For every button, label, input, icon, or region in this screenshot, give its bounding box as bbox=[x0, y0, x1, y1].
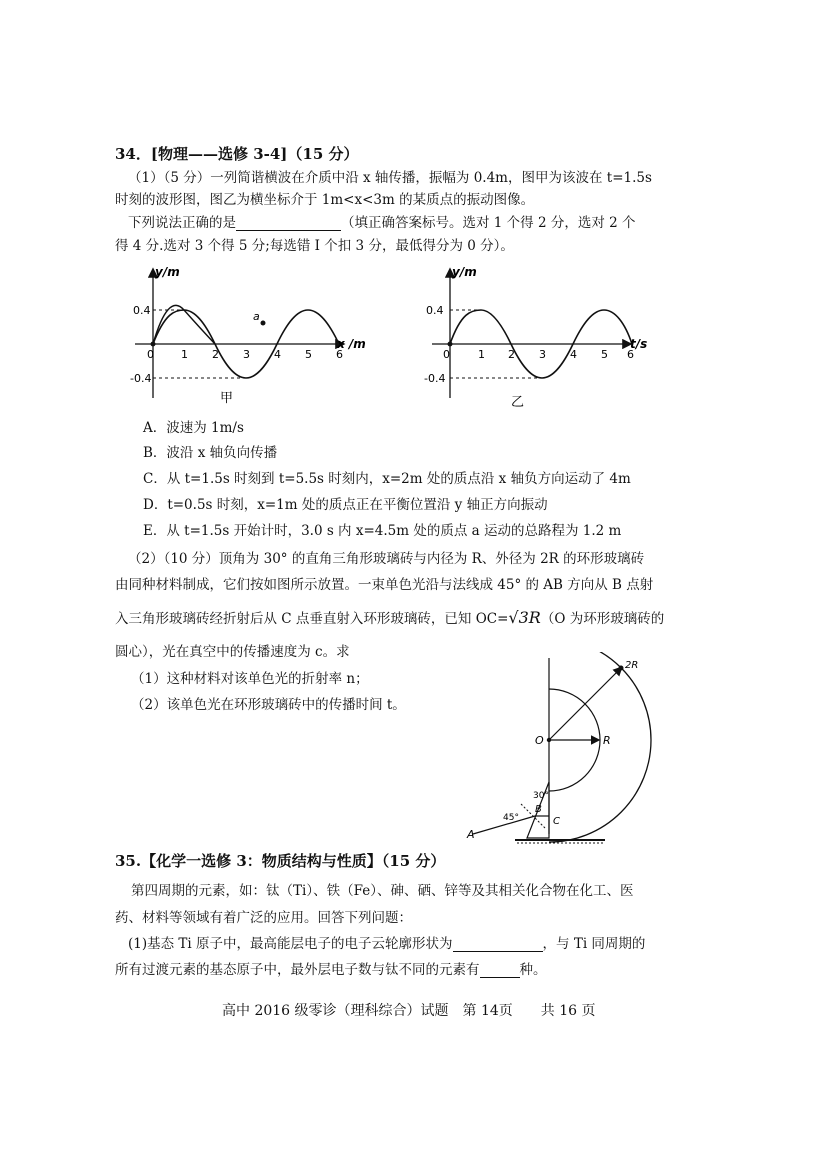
x-tick: 2 bbox=[212, 348, 219, 361]
label-30deg: 30° bbox=[533, 791, 549, 801]
y-axis-label: y/m bbox=[452, 265, 477, 279]
q34-part2-line4: 圆心），光在真空中的传播速度为 c。求 bbox=[115, 644, 350, 660]
sub-question-2: （2）该单色光在环形玻璃砖中的传播时间 t。 bbox=[131, 697, 406, 713]
q35-sub1-line2-after: 种。 bbox=[519, 962, 547, 978]
q34-scoring-line2: 得 4 分.选对 3 个得 5 分;每选错 I 个扣 3 分，最低得分为 0 分）。 bbox=[115, 238, 514, 254]
q35-heading: 35.【化学一选修 3：物质结构与性质】（15 分） bbox=[115, 852, 446, 870]
label-2R: 2R bbox=[625, 660, 639, 671]
sqrt3R-formula: √3R bbox=[508, 608, 541, 627]
t-tick: 1 bbox=[478, 348, 485, 361]
q34-part2-line3-a: 入三角形玻璃砖经折射后从 C 点垂直射入环形玻璃砖，已知 OC= bbox=[115, 611, 509, 627]
point-a bbox=[261, 321, 266, 326]
label-45deg: 45° bbox=[503, 813, 519, 823]
x-tick: 4 bbox=[274, 348, 281, 361]
q34-scoring-text: （填正确答案标号。选对 1 个得 2 分，选对 2 个 bbox=[341, 215, 636, 231]
sub-question-1: （1）这种材料对该单色光的折射率 n； bbox=[131, 671, 369, 687]
q34-answer-blank[interactable] bbox=[236, 216, 341, 231]
x-tick: 1 bbox=[181, 348, 188, 361]
origin-label: 0 bbox=[443, 348, 450, 361]
q34-part1-line2: 时刻的波形图，图乙为横坐标介于 1m<x<3m 的某质点的振动图像。 bbox=[115, 192, 535, 208]
q34-prompt-text: 下列说法正确的是 bbox=[128, 215, 236, 231]
graph-caption: 乙 bbox=[511, 395, 525, 410]
q35-sub1-line1 bbox=[128, 932, 645, 952]
option-e: E．从 t=1.5s 开始计时，3.0 s 内 x=4.5m 处的质点 a 运动的总路程为 1.2 m bbox=[143, 523, 622, 539]
t-tick: 3 bbox=[539, 348, 546, 361]
t-tick: 5 bbox=[601, 348, 608, 361]
y-tick-neg: -0.4 bbox=[130, 372, 152, 385]
t-tick: 4 bbox=[570, 348, 577, 361]
label-A: A bbox=[467, 828, 475, 841]
y-tick-pos: 0.4 bbox=[133, 304, 151, 317]
q35-intro-line1: 第四周期的元素，如：钛（Ti）、铁（Fe）、砷、硒、锌等及其相关化合物在化工、医 bbox=[131, 883, 634, 899]
x-tick: 6 bbox=[336, 348, 343, 361]
option-d: D．t=0.5s 时刻，x=1m 处的质点正在平衡位置沿 y 轴正方向振动 bbox=[143, 497, 548, 513]
wave-graph-jia bbox=[125, 258, 375, 408]
q34-answer-prompt bbox=[128, 211, 636, 231]
label-B: B bbox=[535, 804, 542, 815]
q34-heading: 34．[物理——选修 3-4]（15 分） bbox=[115, 145, 359, 163]
t-axis-label: t/s bbox=[630, 337, 648, 351]
q35-blank-1[interactable] bbox=[453, 937, 543, 952]
optics-diagram bbox=[465, 652, 665, 852]
vibration-graph-yi bbox=[418, 258, 663, 413]
t-tick: 2 bbox=[508, 348, 515, 361]
q34-part2-line3-b: （O 为环形玻璃砖的 bbox=[540, 611, 665, 627]
q35-intro-line2: 药、材料等领域有着广泛的应用。回答下列问题： bbox=[115, 910, 412, 926]
t-tick: 6 bbox=[627, 348, 634, 361]
label-R: R bbox=[603, 734, 611, 747]
x-tick: 5 bbox=[305, 348, 312, 361]
origin-label: 0 bbox=[147, 348, 154, 361]
option-a: A．波速为 1m/s bbox=[143, 420, 244, 436]
y-axis-label: y/m bbox=[155, 265, 180, 279]
x-axis-label: x /m bbox=[337, 337, 366, 351]
q34-part2-line1: （2）（10 分）顶角为 30° 的直角三角形玻璃砖与内径为 R、外径为 2R 的环形玻璃砖 bbox=[128, 551, 645, 567]
label-C: C bbox=[553, 816, 560, 827]
y-tick-pos: 0.4 bbox=[426, 304, 444, 317]
x-tick: 3 bbox=[243, 348, 250, 361]
q34-part2-line2: 由同种材料制成，它们按如图所示放置。一束单色光沿与法线成 45° 的 AB 方向从 B 点射 bbox=[115, 577, 654, 593]
point-a-label: a bbox=[253, 310, 260, 323]
q35-sub1-text-after: ，与 Ti 同周期的 bbox=[542, 936, 646, 952]
label-O: O bbox=[535, 734, 544, 747]
page-footer: 高中 2016 级零诊（理科综合）试题 第 14页 共 16 页 bbox=[222, 1003, 596, 1019]
option-b: B．波沿 x 轴负向传播 bbox=[143, 445, 278, 461]
q35-sub1-line2 bbox=[115, 958, 547, 978]
q34-part2-line3 bbox=[115, 607, 664, 627]
q35-sub1-text: (1)基态 Ti 原子中，最高能层电子的电子云轮廓形状为 bbox=[128, 936, 453, 952]
q35-blank-2[interactable] bbox=[480, 963, 520, 978]
q35-sub1-line2-text: 所有过渡元素的基态原子中，最外层电子数与钛不同的元素有 bbox=[115, 962, 480, 978]
q34-part1-line1: （1）（5 分）一列简谐横波在介质中沿 x 轴传播，振幅为 0.4m，图甲为该波在 t=1.5s bbox=[128, 170, 652, 186]
option-c: C．从 t=1.5s 时刻到 t=5.5s 时刻内，x=2m 处的质点沿 x 轴负方向运动了 4m bbox=[143, 471, 631, 487]
y-tick-neg: -0.4 bbox=[424, 372, 446, 385]
graph-caption: 甲 bbox=[220, 391, 234, 406]
